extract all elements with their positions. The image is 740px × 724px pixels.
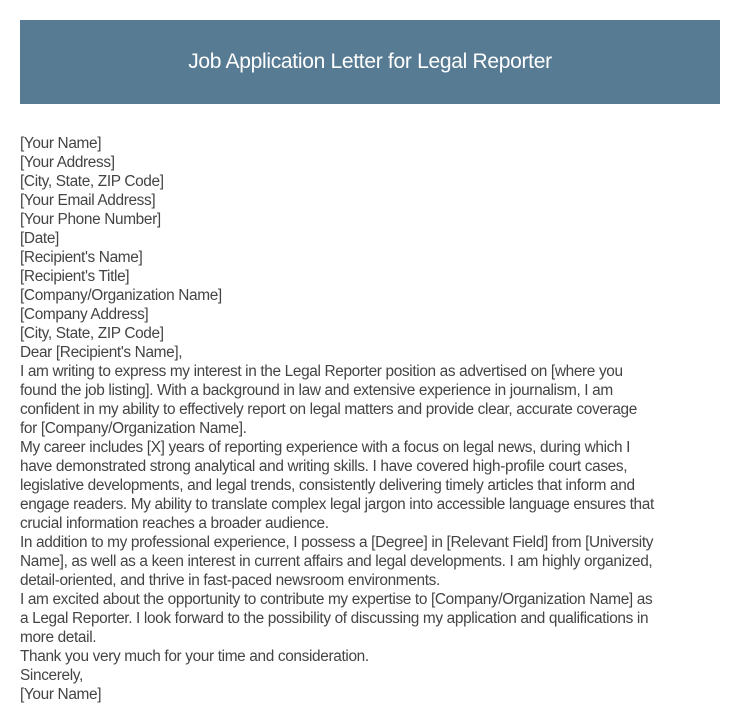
recipient-block (20, 248, 730, 343)
recipient-name: [Recipient's Name] (20, 249, 143, 266)
sender-name: [Your Name] (20, 135, 102, 152)
sender-city-state-zip: [City, State, ZIP Code] (20, 173, 164, 190)
paragraph-line: engage readers. My ability to translate complex legal jargon into accessible language ensures that (20, 496, 654, 513)
page-title: Job Application Letter for Legal Reporter (188, 50, 552, 73)
sender-phone: [Your Phone Number] (20, 211, 161, 228)
paragraph-line: confident in my ability to effectively report on legal matters and provide clear, accurate coverage (20, 401, 637, 418)
paragraph-line: crucial information reaches a broader audience. (20, 515, 329, 532)
recipient-title: [Recipient's Title] (20, 268, 130, 285)
paragraph-line: for [Company/Organization Name]. (20, 420, 247, 437)
paragraph-intro (20, 362, 730, 438)
page-header (20, 20, 720, 104)
paragraph-education (20, 533, 730, 590)
paragraph-line: Name], as well as a keen interest in current affairs and legal developments. I am highly organized, (20, 553, 653, 570)
recipient-city-state-zip: [City, State, ZIP Code] (20, 325, 164, 342)
paragraph-line: detail-oriented, and thrive in fast-paced newsroom environments. (20, 572, 440, 589)
sender-block (20, 134, 730, 229)
paragraph-line: In addition to my professional experience, I possess a [Degree] in [Relevant Field] from [University (20, 534, 654, 551)
paragraph-line: I am excited about the opportunity to contribute my expertise to [Company/Organization Name] as (20, 591, 653, 608)
closing: Sincerely, (20, 667, 83, 684)
paragraph-interest (20, 590, 730, 647)
signature: [Your Name] (20, 686, 102, 703)
paragraph-line: I am writing to express my interest in the Legal Reporter position as advertised on [where you (20, 363, 623, 380)
paragraph-line: found the job listing]. With a background in law and extensive experience in journalism, I am (20, 382, 613, 399)
sender-email: [Your Email Address] (20, 192, 156, 209)
paragraph-line: a Legal Reporter. I look forward to the possibility of discussing my application and qualifications in (20, 610, 649, 627)
paragraph-line: legislative developments, and legal trends, consistently delivering timely articles that inform and (20, 477, 635, 494)
paragraph-line: more detail. (20, 629, 97, 646)
salutation: Dear [Recipient's Name], (20, 344, 183, 361)
paragraph-thanks (20, 647, 730, 666)
paragraph-line: My career includes [X] years of reporting experience with a focus on legal news, during which I (20, 439, 631, 456)
letter-body (20, 134, 730, 704)
paragraph-line: Thank you very much for your time and consideration. (20, 648, 369, 665)
recipient-address: [Company Address] (20, 306, 149, 323)
letter-date: [Date] (20, 230, 59, 247)
paragraph-experience (20, 438, 730, 533)
paragraph-line: have demonstrated strong analytical and writing skills. I have covered high-profile court cases, (20, 458, 628, 475)
recipient-company: [Company/Organization Name] (20, 287, 222, 304)
sender-address: [Your Address] (20, 154, 115, 171)
